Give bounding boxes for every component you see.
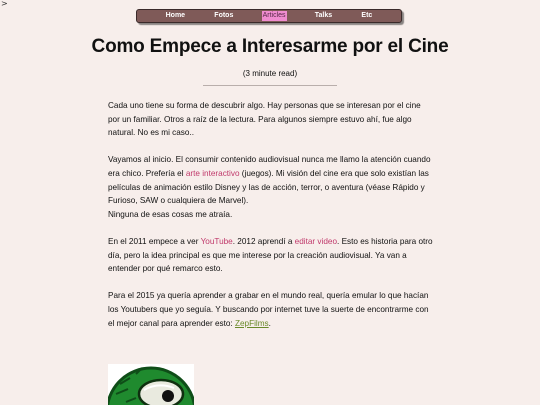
- paragraph-4-text-a: Para el 2015 ya quería aprender a grabar en el mundo real, quería emular lo que hacían los Youtubers que yo seguía. Y buscando por internet tuve la suerte de encontrarme con el mejor canal para aprender esto:: [108, 291, 429, 328]
- paragraph-4-text-b: .: [268, 318, 271, 328]
- paragraph-2: [108, 153, 433, 221]
- paragraph-4: [108, 289, 433, 330]
- zepfilms-logo-icon: [108, 364, 194, 405]
- link-youtube[interactable]: YouTube: [200, 236, 233, 246]
- paragraph-2-text-b: (juegos). Mi visión del cine era que solo existían las películas de animación estilo Disney y las de acción, terror, o aventura (véase Rápido y Furioso, SAW o cualquiera de Marvel).: [108, 168, 429, 206]
- paragraph-3-text-b: . 2012 aprendí a: [232, 236, 295, 246]
- paragraph-3-text-c: . Esto es historia para otro día, pero la idea principal es que me interese por la creación audiovisual. Ya van a entender por qué remarco esto.: [108, 236, 433, 274]
- nav-item-home[interactable]: Home: [165, 12, 186, 19]
- link-zepfilms[interactable]: ZepFilms: [234, 318, 269, 328]
- link-arte-interactivo[interactable]: arte interactivo: [185, 168, 240, 178]
- nav-item-talks[interactable]: Talks: [314, 12, 333, 19]
- paragraph-2-text-c: Ninguna de esas cosas me atraía.: [108, 209, 233, 219]
- paragraph-1: Cada uno tiene su forma de descubrir algo. Hay personas que se interesan por el cine por un familiar. Otros a raíz de la lectura. Para algunos siempre estuvo ahí, fue algo natural. No es mi caso..: [108, 101, 421, 138]
- link-editar-video[interactable]: editar video: [294, 236, 338, 246]
- top-nav: [136, 9, 402, 23]
- nav-item-articles[interactable]: Articles: [262, 12, 286, 19]
- article-body: [108, 99, 433, 344]
- paragraph-2-text-a: Vayamos al inicio. El consumir contenido audiovisual nunca me llamo la atención cuando era chico. Prefería el: [108, 155, 431, 178]
- paragraph-3: [108, 235, 433, 276]
- page-title: Como Empece a Interesarme por el Cine: [91, 36, 449, 57]
- read-time: (3 minute read): [242, 69, 298, 78]
- paragraph-3-text-a: En el 2011 empece a ver: [108, 236, 201, 246]
- corner-mark: >: [1, 0, 8, 8]
- nav-item-fotos[interactable]: Fotos: [214, 12, 234, 19]
- nav-item-etc[interactable]: Etc: [361, 12, 373, 19]
- zepfilms-logo-image: [108, 364, 194, 405]
- title-divider: [203, 85, 337, 86]
